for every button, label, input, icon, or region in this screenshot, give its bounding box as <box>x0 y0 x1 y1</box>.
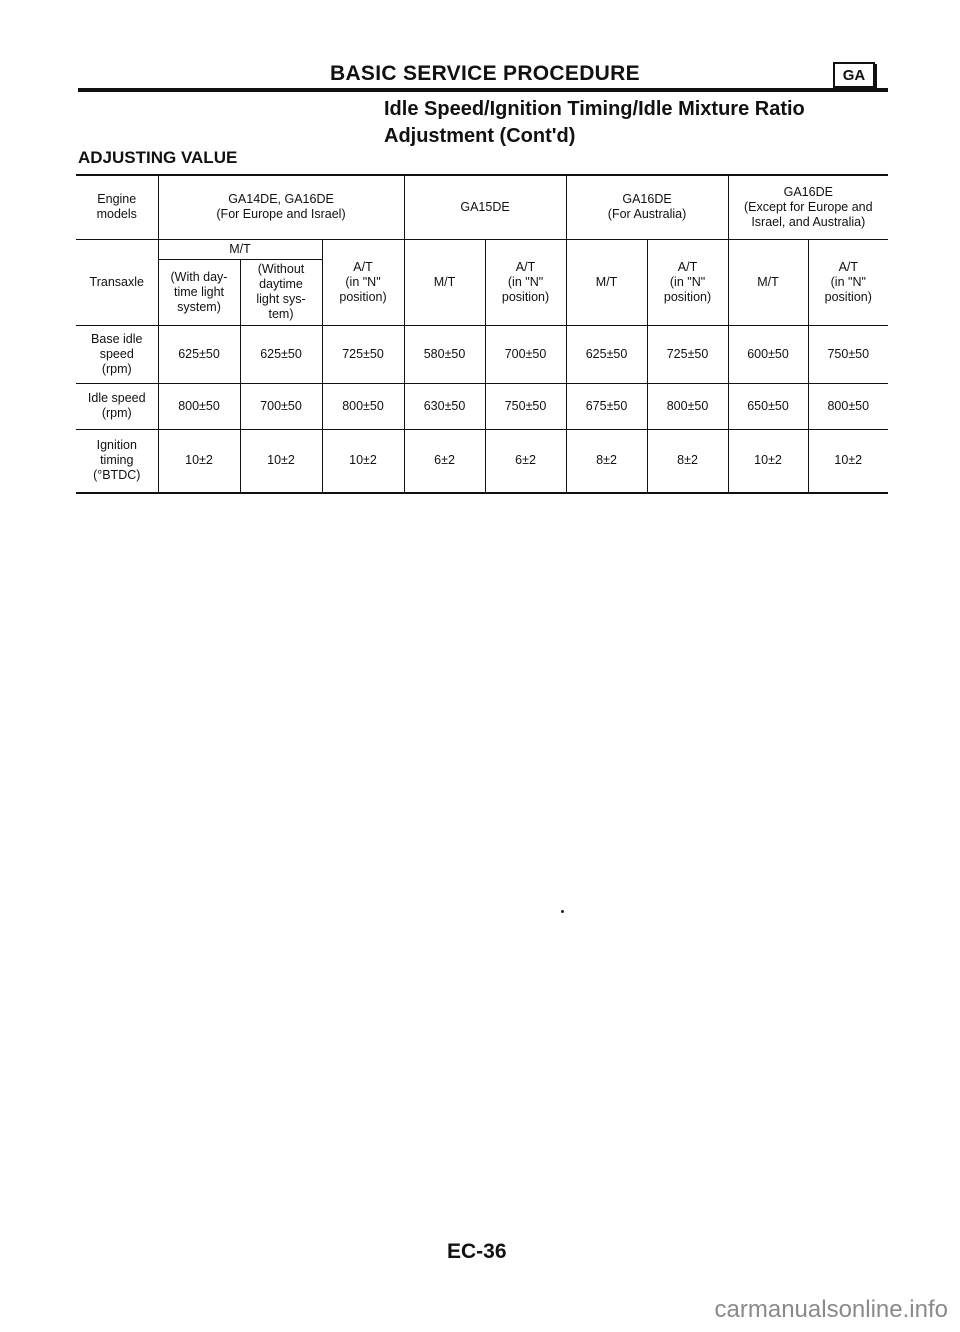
idle-speed-label: Idle speed (rpm) <box>76 383 158 429</box>
base-idle-speed-label: Base idle speed (rpm) <box>76 325 158 383</box>
transaxle-cell: A/T (in "N" position) <box>647 239 728 325</box>
subtitle-line: Adjustment (Cont'd) <box>384 125 576 147</box>
table-cell: 650±50 <box>728 383 808 429</box>
scan-dot <box>561 910 564 913</box>
table-cell: 10±2 <box>728 429 808 493</box>
model-ga14de-ga16de: GA14DE, GA16DE (For Europe and Israel) <box>158 175 404 239</box>
ignition-timing-label: Ignition timing (°BTDC) <box>76 429 158 493</box>
table-cell: 625±50 <box>240 325 322 383</box>
model-ga16de-australia: GA16DE (For Australia) <box>566 175 728 239</box>
table-cell: 675±50 <box>566 383 647 429</box>
transaxle-cell: (With day- time light system) <box>158 259 240 325</box>
model-ga16de-other: GA16DE (Except for Europe and Israel, and Australia) <box>728 175 888 239</box>
table-cell: 700±50 <box>485 325 566 383</box>
table-cell: 10±2 <box>808 429 888 493</box>
table-cell: 750±50 <box>808 325 888 383</box>
header-rule <box>78 88 888 92</box>
table-cell: 700±50 <box>240 383 322 429</box>
table-cell: 6±2 <box>485 429 566 493</box>
section-badge: GA <box>833 62 875 88</box>
table-cell: 580±50 <box>404 325 485 383</box>
transaxle-cell: M/T <box>404 239 485 325</box>
table-cell: 8±2 <box>566 429 647 493</box>
table-cell: 800±50 <box>808 383 888 429</box>
transaxle-cell: M/T <box>566 239 647 325</box>
table-cell: 8±2 <box>647 429 728 493</box>
engine-models-header: Engine models <box>76 175 158 239</box>
table-cell: 625±50 <box>566 325 647 383</box>
transaxle-cell: (Without daytime light sys- tem) <box>240 259 322 325</box>
table-cell: 800±50 <box>647 383 728 429</box>
table-cell: 800±50 <box>158 383 240 429</box>
adjusting-value-table <box>76 174 888 494</box>
transaxle-cell: A/T (in "N" position) <box>808 239 888 325</box>
transaxle-cell: M/T <box>728 239 808 325</box>
table-cell: 630±50 <box>404 383 485 429</box>
table-cell: 600±50 <box>728 325 808 383</box>
transaxle-header: Transaxle <box>76 239 158 325</box>
model-ga15de: GA15DE <box>404 175 566 239</box>
mt-group-header: M/T <box>158 239 322 259</box>
table-cell: 10±2 <box>322 429 404 493</box>
page-header-title: BASIC SERVICE PROCEDURE <box>330 62 640 85</box>
page-subtitle <box>384 96 805 150</box>
table-cell: 725±50 <box>647 325 728 383</box>
subtitle-line: Idle Speed/Ignition Timing/Idle Mixture Ratio <box>384 98 805 120</box>
table-cell: 750±50 <box>485 383 566 429</box>
table-cell: 6±2 <box>404 429 485 493</box>
table-cell: 800±50 <box>322 383 404 429</box>
table-cell: 10±2 <box>240 429 322 493</box>
watermark: carmanualsonline.info <box>714 1296 948 1323</box>
table-cell: 625±50 <box>158 325 240 383</box>
transaxle-cell: A/T (in "N" position) <box>485 239 566 325</box>
section-title: ADJUSTING VALUE <box>78 148 238 167</box>
table-cell: 10±2 <box>158 429 240 493</box>
page-number: EC-36 <box>447 1240 507 1263</box>
table-cell: 725±50 <box>322 325 404 383</box>
transaxle-cell: A/T (in "N" position) <box>322 239 404 325</box>
